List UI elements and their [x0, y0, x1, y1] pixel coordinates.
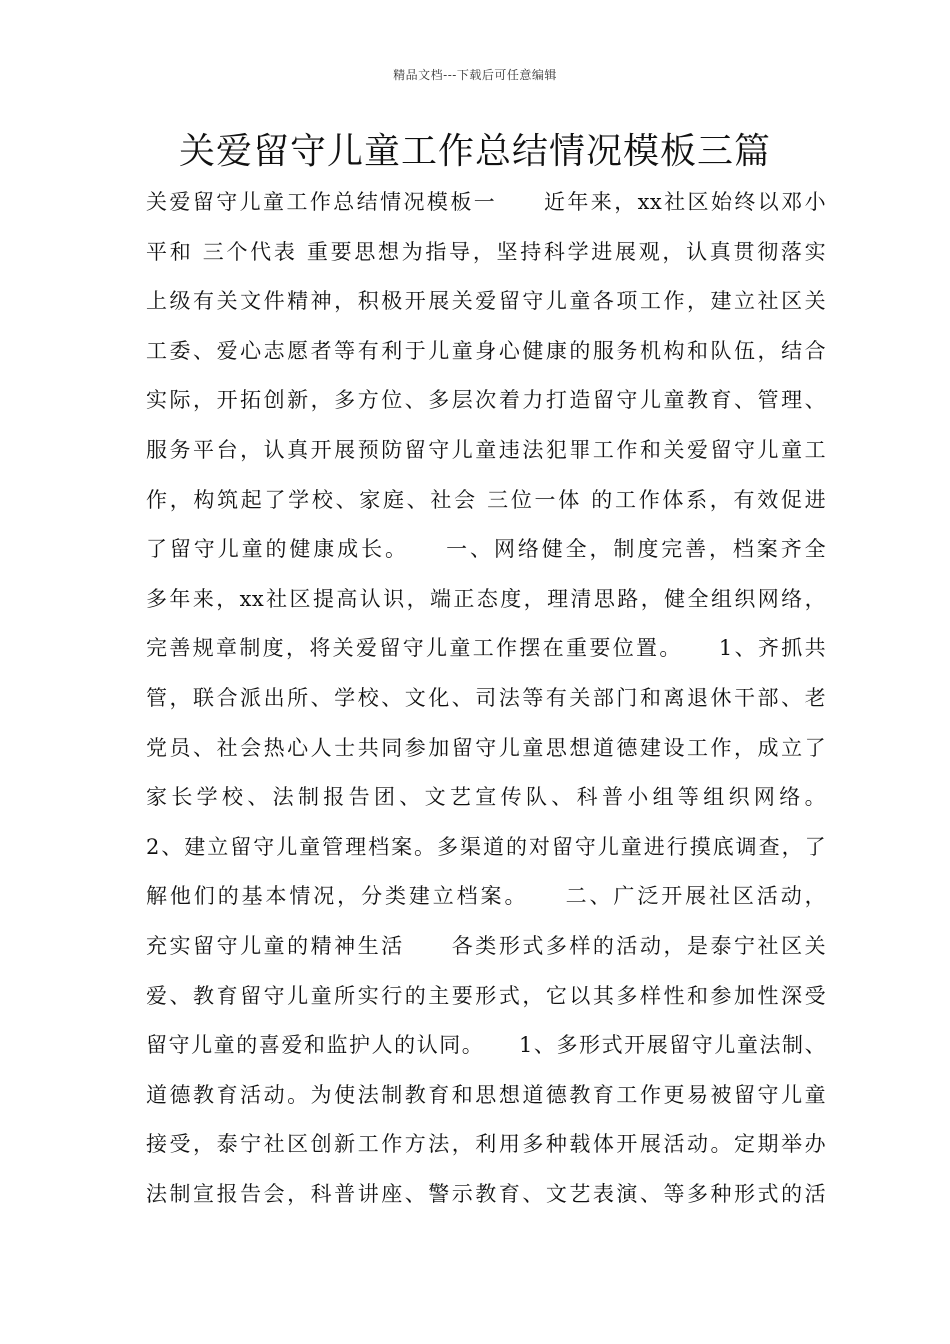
body-text-line: 党员、社会热心人士共同参加留守儿童思想道德建设工作，成立了	[146, 735, 826, 760]
body-text-line: 平和 三个代表 重要思想为指导，坚持科学进展观，认真贯彻落实	[146, 239, 826, 264]
header-note: 精品文档---下载后可任意编辑	[393, 68, 557, 82]
body-text-line: 解他们的基本情况，分类建立档案。 二、广泛开展社区活动，	[146, 884, 826, 909]
body-text-line: 爱、教育留守儿童所实行的主要形式，它以其多样性和参加性深受	[146, 983, 826, 1008]
body-text-line: 法制宣报告会，科普讲座、警示教育、文艺表演、等多种形式的活	[146, 1181, 826, 1206]
body-text-line: 留守儿童的喜爱和监护人的认同。 1、多形式开展留守儿童法制、	[146, 1033, 826, 1058]
body-text-line: 作，构筑起了学校、家庭、社会 三位一体 的工作体系，有效促进	[146, 487, 826, 512]
body-text-line: 多年来，xx社区提高认识，端正态度，理清思路，健全组织网络，	[146, 586, 826, 611]
body-text-line: 充实留守儿童的精神生活 各类形式多样的活动，是泰宁社区关	[146, 933, 826, 958]
body-text-line: 实际，开拓创新，多方位、多层次着力打造留守儿童教育、管理、	[146, 388, 826, 413]
body-text-line: 完善规章制度，将关爱留守儿童工作摆在重要位置。 1、齐抓共	[146, 636, 826, 661]
body-text-line: 道德教育活动。为使法制教育和思想道德教育工作更易被留守儿童	[146, 1082, 826, 1107]
body-text-line: 接受，泰宁社区创新工作方法，利用多种载体开展活动。定期举办	[146, 1132, 826, 1157]
body-text-line: 关爱留守儿童工作总结情况模板一 近年来，xx社区始终以邓小	[146, 190, 826, 214]
body-text-line: 上级有关文件精神，积极开展关爱留守儿童各项工作，建立社区关	[146, 289, 826, 314]
body-text-line: 管，联合派出所、学校、文化、司法等有关部门和离退休干部、老	[146, 685, 826, 710]
body-text-line: 工委、爱心志愿者等有利于儿童身心健康的服务机构和队伍，结合	[146, 338, 826, 363]
body-text-line: 家长学校、法制报告团、文艺宣传队、科普小组等组织网络。	[146, 785, 826, 810]
document-title: 关爱留守儿童工作总结情况模板三篇	[178, 131, 771, 172]
body-text-line: 了留守儿童的健康成长。 一、网络健全，制度完善，档案齐全	[146, 537, 826, 562]
body-text-line: 服务平台，认真开展预防留守儿童违法犯罪工作和关爱留守儿童工	[146, 437, 826, 462]
document-body	[146, 178, 826, 1219]
body-text-line: 2、建立留守儿童管理档案。多渠道的对留守儿童进行摸底调查，了	[146, 834, 826, 859]
